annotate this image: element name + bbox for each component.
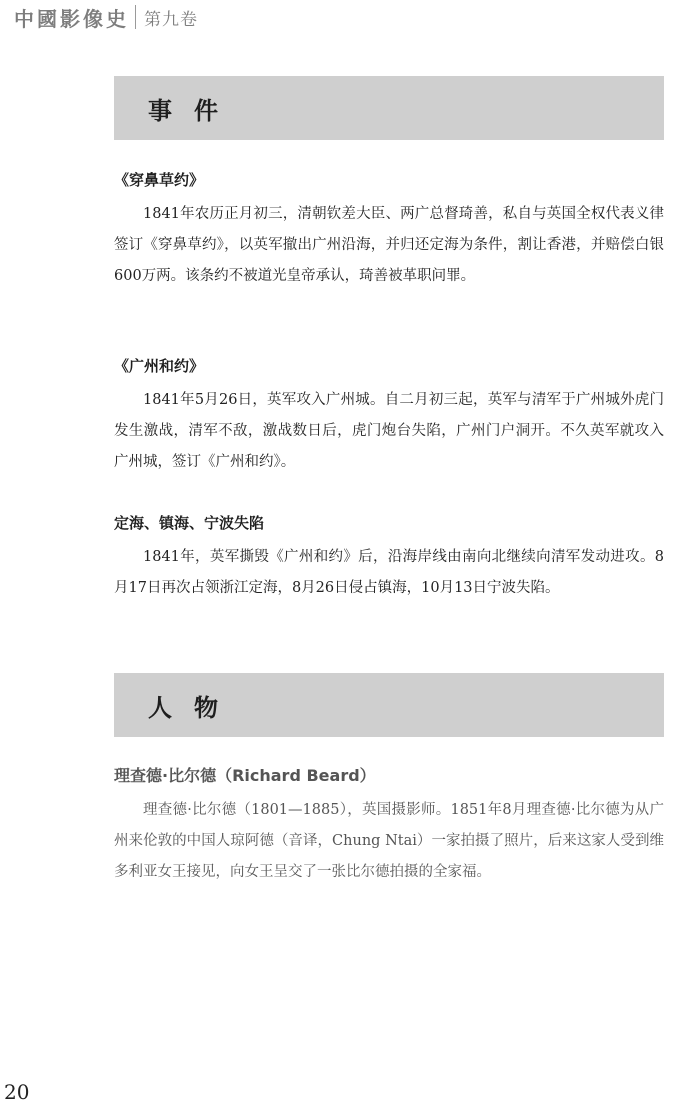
person-entry-richard-beard <box>114 765 664 888</box>
entry-title: 理查德·比尔德（Richard Beard） <box>114 766 376 785</box>
entry-body: 理查德·比尔德（1801—1885），英国摄影师。1851年8月理查德·比尔德为从广州来伦敦的中国人琼阿德（音译，Chung Ntai）一家拍摄了照片，后来这家人受到维多利亚女王接见，向女王呈交了一张比尔德拍摄的全家福。 <box>114 802 664 880</box>
event-entry-guangzhou <box>114 355 664 478</box>
entry-title: 《广州和约》 <box>114 357 205 375</box>
volume-label: 第九卷 <box>144 9 198 30</box>
entry-title: 《穿鼻草约》 <box>114 171 205 189</box>
entry-body: 1841年5月26日，英军攻入广州城。自二月初三起，英军与清军于广州城外虎门发生激战，清军不敌，激战数日后，虎门炮台失陷，广州门户洞开。不久英军就攻入广州城，签订《广州和约》。 <box>114 392 664 470</box>
entry-body: 1841年农历正月初三，清朝钦差大臣、两广总督琦善，私自与英国全权代表义律签订《穿鼻草约》，以英军撤出广州沿海，并归还定海为条件，割让香港，并赔偿白银600万两。该条约不被道光皇帝承认，琦善被革职问罪。 <box>114 206 664 284</box>
header-divider <box>135 5 136 29</box>
event-entry-dinghai <box>114 512 664 604</box>
running-header <box>14 4 198 30</box>
page-number: 20 <box>4 1080 30 1104</box>
section-header-people <box>114 673 664 737</box>
section-title-events: 事件 <box>148 96 240 125</box>
section-title-people: 人物 <box>148 693 240 722</box>
entry-title: 定海、镇海、宁波失陷 <box>114 514 265 532</box>
entry-body: 1841年，英军撕毁《广州和约》后，沿海岸线由南向北继续向清军发动进攻。8月17日再次占领浙江定海，8月26日侵占镇海，10月13日宁波失陷。 <box>114 549 664 596</box>
event-entry-chuanbi <box>114 169 664 292</box>
series-title: 中國影像史 <box>14 6 129 31</box>
section-header-events <box>114 76 664 140</box>
